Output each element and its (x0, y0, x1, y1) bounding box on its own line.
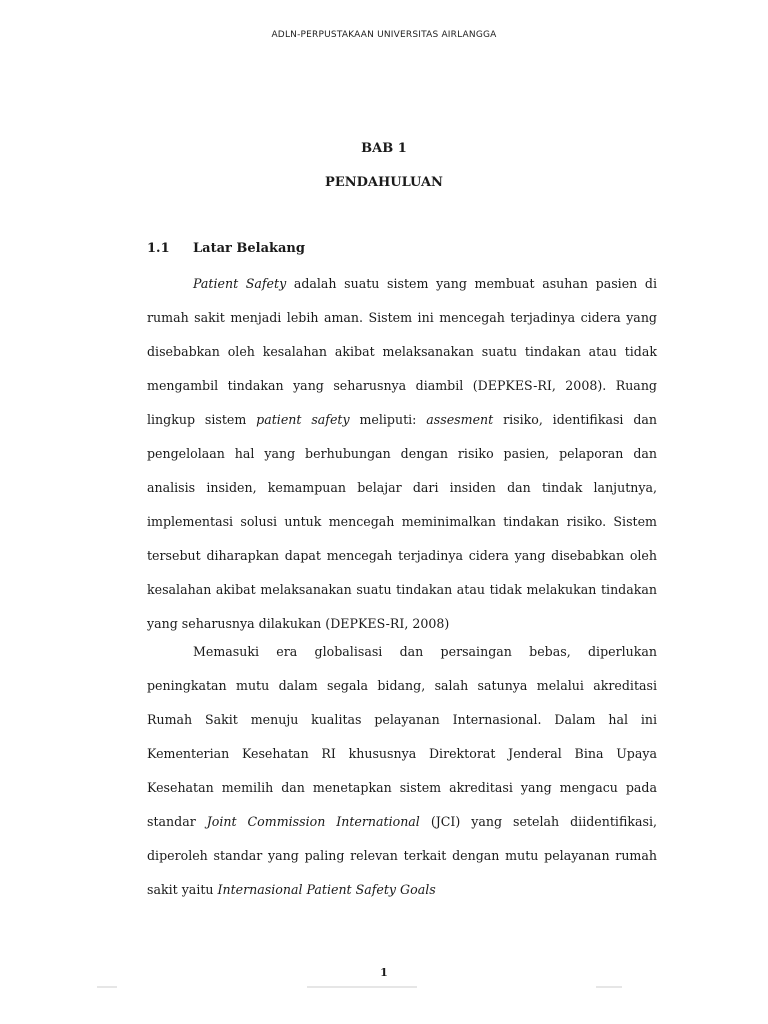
text-run: adalah suatu sistem yang membuat asuhan pasien di rumah sakit menjadi lebih aman. Sistem ini mencegah terjadinya cidera yang disebabkan oleh kesalahan akibat melaksanakan suatu tindakan atau tidak mengambil tindakan yang seharusnya diambil (DEPKES-RI, 2008). Ruang lingkup sistem (147, 276, 657, 427)
text-run: (JCI) yang setelah diidentifikasi, diperoleh standar yang paling relevan terkait dengan mutu pelayanan rumah sakit yaitu (147, 814, 657, 897)
section-title: Latar Belakang (193, 241, 305, 256)
body-paragraph-2 (147, 635, 657, 907)
footer-rule-center (307, 986, 417, 988)
chapter-number: BAB 1 (361, 141, 407, 156)
section-number: 1.1 (147, 241, 170, 256)
italic-term: Patient Safety (193, 276, 287, 291)
page-header: ADLN-PERPUSTAKAAN UNIVERSITAS AIRLANGGA (271, 30, 497, 40)
footer-rule-left (97, 986, 117, 988)
paragraph-text (147, 267, 657, 641)
italic-term: patient safety (256, 412, 350, 427)
text-run: Memasuki era globalisasi dan persaingan bebas, diperlukan peningkatan mutu dalam segala bidang, salah satunya melalui akreditasi Rumah Sakit menuju kualitas pelayanan Internasional. Dalam hal ini Kementerian Kesehatan RI khususnya Direktorat Jenderal Bina Upaya Kesehatan memilih dan menetapkan sistem akreditasi yang mengacu pada standar (147, 644, 657, 829)
italic-term: Internasional Patient Safety Goals (217, 882, 436, 897)
text-run: risiko, identifikasi dan pengelolaan hal yang berhubungan dengan risiko pasien, pelaporan dan analisis insiden, kemampuan belajar dari insiden dan tindak lanjutnya, implementasi solusi untuk mencegah meminimalkan tindakan risiko. Sistem tersebut diharapkan dapat mencegah terjadinya cidera yang disebabkan oleh kesalahan akibat melaksanakan suatu tindakan atau tidak melakukan tindakan yang seharusnya dilakukan (DEPKES-RI, 2008) (147, 412, 657, 631)
text-run: meliputi: (349, 412, 427, 427)
chapter-title: PENDAHULUAN (325, 175, 443, 190)
section-heading (147, 241, 305, 256)
body-paragraph-1 (147, 267, 657, 641)
paragraph-text (147, 635, 657, 907)
italic-term: assesment (426, 412, 494, 427)
footer-rule-right (596, 986, 622, 988)
page-number: 1 (380, 966, 388, 979)
italic-term: Joint Commission International (206, 814, 420, 829)
